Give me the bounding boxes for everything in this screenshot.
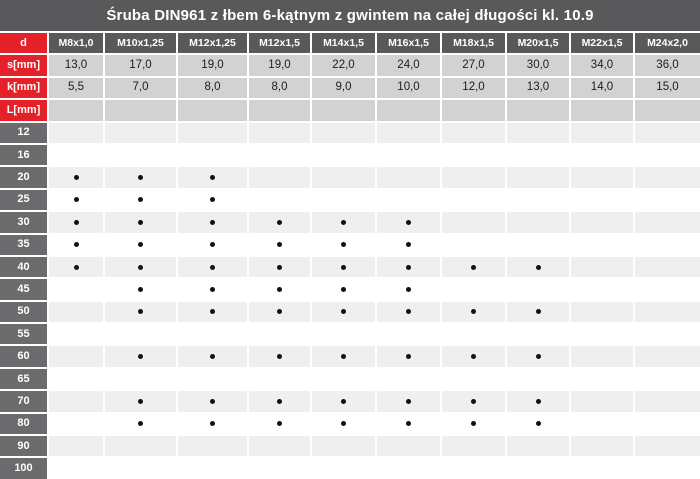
availability-cell [571, 257, 633, 277]
availability-cell [635, 212, 700, 232]
availability-cell [507, 324, 569, 344]
availability-cell [105, 346, 176, 366]
s-value: 17,0 [105, 55, 176, 75]
availability-cell [377, 212, 440, 232]
availability-dot [138, 421, 143, 426]
availability-dot [536, 265, 541, 270]
availability-dot [406, 265, 411, 270]
availability-cell [377, 190, 440, 210]
length-label: 100 [0, 458, 47, 478]
availability-cell [377, 436, 440, 456]
availability-cell [105, 391, 176, 411]
availability-dot [341, 354, 346, 359]
corner-header-d: d [0, 33, 47, 53]
availability-cell [249, 123, 310, 143]
availability-cell [635, 279, 700, 299]
k-value: 14,0 [571, 78, 633, 98]
availability-cell [49, 123, 103, 143]
availability-cell [507, 235, 569, 255]
availability-cell [49, 212, 103, 232]
availability-dot [341, 287, 346, 292]
availability-dot [277, 354, 282, 359]
availability-cell [507, 302, 569, 322]
column-header: M16x1,5 [377, 33, 440, 53]
s-value: 19,0 [178, 55, 247, 75]
availability-cell [571, 190, 633, 210]
availability-cell [249, 212, 310, 232]
page-title: Śruba DIN961 z łbem 6-kątnym z gwintem na całej długości kl. 10.9 [0, 0, 700, 31]
availability-cell [312, 391, 375, 411]
availability-cell [377, 324, 440, 344]
column-header: M18x1,5 [442, 33, 505, 53]
availability-cell [249, 458, 310, 478]
availability-cell [49, 279, 103, 299]
length-label: 45 [0, 279, 47, 299]
length-label: 16 [0, 145, 47, 165]
availability-cell [178, 145, 247, 165]
s-value: 24,0 [377, 55, 440, 75]
availability-cell [571, 279, 633, 299]
availability-cell [507, 414, 569, 434]
availability-cell [635, 235, 700, 255]
availability-dot [406, 421, 411, 426]
availability-cell [178, 235, 247, 255]
availability-cell [105, 279, 176, 299]
k-value: 8,0 [178, 78, 247, 98]
availability-cell [105, 436, 176, 456]
availability-cell [178, 436, 247, 456]
availability-cell [249, 145, 310, 165]
availability-cell [442, 369, 505, 389]
availability-dot [536, 309, 541, 314]
availability-cell [249, 324, 310, 344]
length-label: 80 [0, 414, 47, 434]
availability-cell [507, 257, 569, 277]
row-header-s: s[mm] [0, 55, 47, 75]
availability-cell [178, 279, 247, 299]
availability-cell [312, 369, 375, 389]
availability-cell [377, 167, 440, 187]
availability-cell [312, 324, 375, 344]
s-value: 27,0 [442, 55, 505, 75]
availability-cell [507, 123, 569, 143]
availability-cell [105, 235, 176, 255]
availability-dot [471, 399, 476, 404]
availability-cell [249, 369, 310, 389]
availability-cell [442, 123, 505, 143]
availability-dot [138, 175, 143, 180]
availability-cell [377, 145, 440, 165]
availability-cell [249, 391, 310, 411]
availability-cell [49, 167, 103, 187]
availability-dot [341, 421, 346, 426]
availability-dot [341, 265, 346, 270]
availability-cell [571, 235, 633, 255]
availability-cell [312, 458, 375, 478]
availability-cell [507, 436, 569, 456]
availability-cell [635, 302, 700, 322]
availability-cell [442, 212, 505, 232]
availability-cell [442, 458, 505, 478]
availability-cell [507, 279, 569, 299]
availability-dot [341, 220, 346, 225]
availability-cell [312, 279, 375, 299]
availability-dot [277, 287, 282, 292]
availability-dot [406, 242, 411, 247]
availability-dot [471, 265, 476, 270]
availability-cell [249, 414, 310, 434]
availability-cell [105, 458, 176, 478]
length-label: 60 [0, 346, 47, 366]
availability-dot [138, 220, 143, 225]
availability-cell [571, 302, 633, 322]
availability-dot [536, 421, 541, 426]
availability-cell [507, 369, 569, 389]
availability-cell [442, 302, 505, 322]
availability-cell [178, 167, 247, 187]
availability-cell [178, 458, 247, 478]
availability-cell [507, 212, 569, 232]
availability-dot [210, 265, 215, 270]
column-header: M14x1,5 [312, 33, 375, 53]
availability-cell [377, 279, 440, 299]
l-empty-cell [507, 100, 569, 120]
k-value: 9,0 [312, 78, 375, 98]
availability-cell [312, 167, 375, 187]
availability-cell [442, 391, 505, 411]
length-label: 25 [0, 190, 47, 210]
availability-cell [178, 369, 247, 389]
k-value: 8,0 [249, 78, 310, 98]
availability-cell [312, 123, 375, 143]
l-empty-cell [178, 100, 247, 120]
availability-dot [277, 421, 282, 426]
availability-cell [105, 324, 176, 344]
availability-cell [442, 145, 505, 165]
availability-dot [277, 220, 282, 225]
availability-dot [138, 287, 143, 292]
availability-dot [406, 354, 411, 359]
availability-cell [312, 302, 375, 322]
availability-dot [74, 220, 79, 225]
availability-dot [74, 265, 79, 270]
length-label: 12 [0, 123, 47, 143]
availability-cell [442, 324, 505, 344]
availability-cell [105, 257, 176, 277]
availability-cell [571, 369, 633, 389]
availability-cell [442, 279, 505, 299]
availability-dot [138, 309, 143, 314]
availability-cell [105, 190, 176, 210]
availability-cell [49, 235, 103, 255]
length-label: 65 [0, 369, 47, 389]
s-value: 36,0 [635, 55, 700, 75]
k-value: 13,0 [507, 78, 569, 98]
column-header: M10x1,25 [105, 33, 176, 53]
availability-cell [49, 145, 103, 165]
availability-cell [571, 167, 633, 187]
availability-cell [635, 190, 700, 210]
availability-dot [341, 309, 346, 314]
s-value: 30,0 [507, 55, 569, 75]
length-label: 20 [0, 167, 47, 187]
availability-cell [249, 167, 310, 187]
availability-cell [377, 235, 440, 255]
availability-cell [105, 302, 176, 322]
availability-dot [406, 399, 411, 404]
availability-cell [442, 235, 505, 255]
availability-dot [138, 354, 143, 359]
k-value: 15,0 [635, 78, 700, 98]
dimension-table [0, 33, 700, 479]
length-label: 35 [0, 235, 47, 255]
availability-cell [178, 346, 247, 366]
availability-dot [277, 399, 282, 404]
availability-cell [507, 391, 569, 411]
availability-cell [442, 257, 505, 277]
availability-cell [249, 346, 310, 366]
availability-cell [105, 414, 176, 434]
availability-cell [49, 414, 103, 434]
availability-cell [49, 391, 103, 411]
row-header-l: L[mm] [0, 100, 47, 120]
availability-cell [312, 235, 375, 255]
availability-cell [249, 279, 310, 299]
availability-cell [571, 145, 633, 165]
availability-cell [49, 458, 103, 478]
availability-dot [341, 242, 346, 247]
availability-cell [49, 190, 103, 210]
availability-cell [178, 391, 247, 411]
availability-cell [105, 369, 176, 389]
availability-dot [138, 197, 143, 202]
availability-cell [312, 212, 375, 232]
availability-dot [210, 220, 215, 225]
availability-cell [105, 123, 176, 143]
availability-cell [49, 257, 103, 277]
availability-cell [442, 190, 505, 210]
availability-cell [377, 257, 440, 277]
availability-cell [178, 190, 247, 210]
length-label: 70 [0, 391, 47, 411]
availability-dot [210, 242, 215, 247]
l-empty-cell [49, 100, 103, 120]
availability-cell [178, 212, 247, 232]
availability-dot [210, 197, 215, 202]
availability-dot [138, 399, 143, 404]
availability-cell [635, 414, 700, 434]
availability-cell [442, 346, 505, 366]
availability-dot [138, 265, 143, 270]
availability-cell [377, 458, 440, 478]
availability-cell [635, 324, 700, 344]
l-empty-cell [312, 100, 375, 120]
availability-dot [536, 354, 541, 359]
column-header: M12x1,25 [178, 33, 247, 53]
availability-dot [74, 175, 79, 180]
availability-dot [277, 242, 282, 247]
availability-cell [249, 257, 310, 277]
availability-cell [377, 414, 440, 434]
l-empty-cell [442, 100, 505, 120]
l-empty-cell [249, 100, 310, 120]
availability-cell [178, 324, 247, 344]
availability-dot [471, 309, 476, 314]
availability-dot [341, 399, 346, 404]
availability-dot [210, 421, 215, 426]
availability-cell [635, 167, 700, 187]
availability-cell [377, 369, 440, 389]
availability-cell [49, 346, 103, 366]
availability-dot [471, 421, 476, 426]
length-label: 90 [0, 436, 47, 456]
availability-dot [277, 309, 282, 314]
availability-cell [105, 167, 176, 187]
availability-cell [312, 414, 375, 434]
availability-cell [442, 167, 505, 187]
availability-cell [105, 145, 176, 165]
availability-cell [571, 212, 633, 232]
s-value: 19,0 [249, 55, 310, 75]
availability-cell [377, 123, 440, 143]
availability-cell [442, 436, 505, 456]
l-empty-cell [635, 100, 700, 120]
column-header: M12x1,5 [249, 33, 310, 53]
availability-cell [507, 190, 569, 210]
availability-cell [571, 123, 633, 143]
k-value: 12,0 [442, 78, 505, 98]
availability-cell [178, 302, 247, 322]
k-value: 7,0 [105, 78, 176, 98]
availability-cell [312, 257, 375, 277]
s-value: 22,0 [312, 55, 375, 75]
availability-cell [507, 145, 569, 165]
availability-dot [406, 309, 411, 314]
availability-cell [571, 414, 633, 434]
availability-dot [471, 354, 476, 359]
availability-cell [178, 123, 247, 143]
length-label: 30 [0, 212, 47, 232]
availability-cell [249, 190, 310, 210]
l-empty-cell [571, 100, 633, 120]
availability-cell [507, 167, 569, 187]
availability-cell [312, 190, 375, 210]
availability-dot [210, 175, 215, 180]
availability-cell [312, 145, 375, 165]
availability-cell [249, 235, 310, 255]
availability-dot [277, 265, 282, 270]
l-empty-cell [377, 100, 440, 120]
availability-dot [210, 354, 215, 359]
availability-cell [571, 346, 633, 366]
availability-cell [249, 436, 310, 456]
column-header: M20x1,5 [507, 33, 569, 53]
column-header: M24x2,0 [635, 33, 700, 53]
availability-cell [507, 458, 569, 478]
availability-cell [377, 346, 440, 366]
availability-cell [49, 324, 103, 344]
availability-cell [571, 436, 633, 456]
availability-dot [210, 399, 215, 404]
row-header-k: k[mm] [0, 78, 47, 98]
availability-dot [210, 287, 215, 292]
availability-cell [312, 436, 375, 456]
availability-cell [377, 391, 440, 411]
availability-cell [635, 257, 700, 277]
availability-dot [536, 399, 541, 404]
s-value: 34,0 [571, 55, 633, 75]
availability-dot [210, 309, 215, 314]
length-label: 40 [0, 257, 47, 277]
availability-cell [635, 123, 700, 143]
availability-dot [74, 242, 79, 247]
availability-dot [406, 220, 411, 225]
column-header: M22x1,5 [571, 33, 633, 53]
availability-cell [571, 324, 633, 344]
availability-cell [49, 302, 103, 322]
availability-cell [105, 212, 176, 232]
availability-cell [635, 145, 700, 165]
availability-cell [178, 257, 247, 277]
availability-cell [635, 391, 700, 411]
availability-cell [49, 436, 103, 456]
availability-cell [635, 436, 700, 456]
availability-cell [312, 346, 375, 366]
l-empty-cell [105, 100, 176, 120]
length-label: 55 [0, 324, 47, 344]
k-value: 5,5 [49, 78, 103, 98]
availability-dot [74, 197, 79, 202]
availability-cell [377, 302, 440, 322]
k-value: 10,0 [377, 78, 440, 98]
availability-cell [635, 346, 700, 366]
availability-cell [635, 369, 700, 389]
availability-dot [138, 242, 143, 247]
availability-cell [507, 346, 569, 366]
availability-cell [178, 414, 247, 434]
s-value: 13,0 [49, 55, 103, 75]
availability-cell [571, 458, 633, 478]
availability-cell [49, 369, 103, 389]
column-header: M8x1,0 [49, 33, 103, 53]
availability-cell [571, 391, 633, 411]
availability-cell [635, 458, 700, 478]
length-label: 50 [0, 302, 47, 322]
availability-cell [442, 414, 505, 434]
availability-cell [249, 302, 310, 322]
availability-dot [406, 287, 411, 292]
